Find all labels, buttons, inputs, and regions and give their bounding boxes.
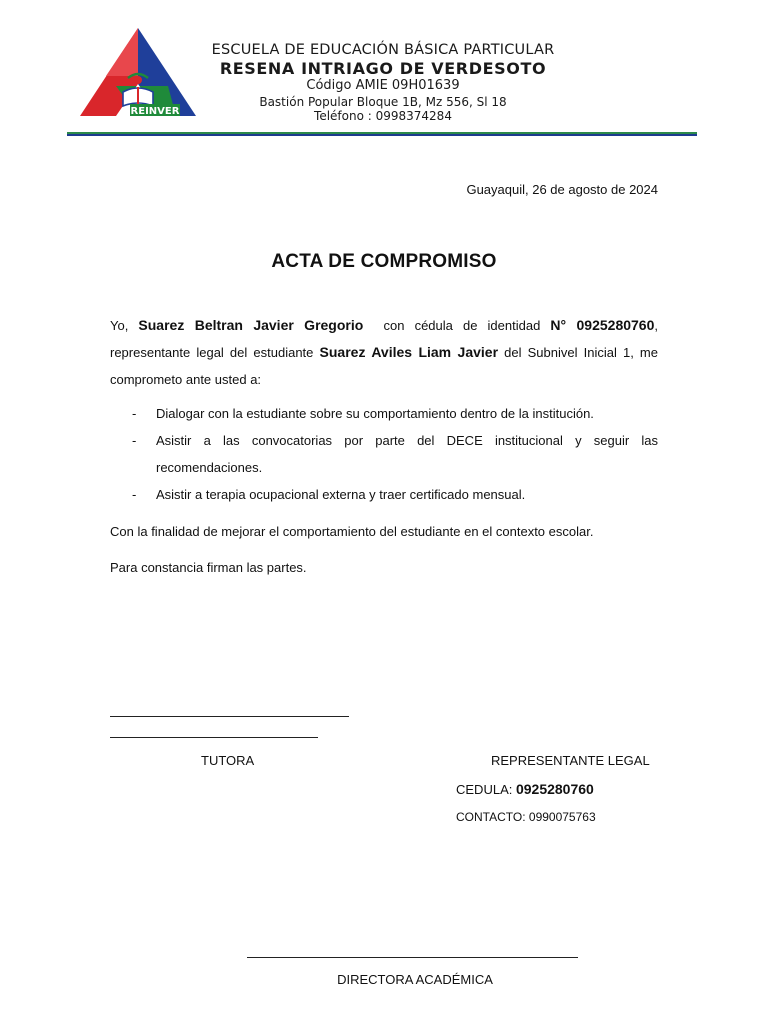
representative-label: REPRESENTANTE LEGAL — [491, 753, 650, 768]
directora-label: DIRECTORA ACADÉMICA — [337, 972, 493, 987]
school-phone: Teléfono : 0998374284 — [314, 109, 452, 123]
purpose-paragraph: Con la finalidad de mejorar el comportamiento del estudiante en el contexto escolar. — [110, 524, 594, 539]
representative-contact: CONTACTO: 0990075763 — [456, 810, 596, 824]
signature-line-secondary — [110, 737, 318, 738]
parent-name: Suarez Beltran Javier Gregorio — [138, 317, 364, 333]
header-divider — [67, 132, 697, 136]
signature-line-tutora — [110, 716, 349, 717]
list-item: - Asistir a las convocatorias por parte del DECE institucional y seguir las recomendaciones. — [132, 433, 658, 475]
student-name: Suarez Aviles Liam Javier — [319, 344, 499, 360]
list-item: - Dialogar con la estudiante sobre su comportamiento dentro de la institución. — [132, 406, 594, 421]
school-type: ESCUELA DE EDUCACIÓN BÁSICA PARTICULAR — [211, 42, 555, 58]
commitments-list — [132, 400, 658, 508]
tutora-label: TUTORA — [201, 753, 255, 768]
list-item: - Asistir a terapia ocupacional externa y traer certificado mensual. — [132, 487, 526, 502]
date-line: Guayaquil, 26 de agosto de 2024 — [466, 182, 658, 197]
school-address: Bastión Popular Bloque 1B, Mz 556, Sl 18 — [259, 95, 507, 109]
intro-paragraph: Yo, Suarez Beltran Javier Gregorio con cédula de identidad N° 0925280760, representante legal del estudiante Suarez Aviles Liam Javier del Subnivel Inicial 1, me comprometo ante usted a: — [110, 317, 658, 387]
school-name: RESENA INTRIAGO DE VERDESOTO — [219, 59, 547, 78]
signature-line-directora — [247, 957, 578, 958]
amie-code: Código AMIE 09H01639 — [306, 78, 460, 93]
closing-paragraph: Para constancia firman las partes. — [110, 560, 307, 575]
representative-cedula: CEDULA: 0925280760 — [456, 781, 594, 797]
id-number: N° 0925280760 — [550, 317, 655, 333]
logo-text: REINVER — [130, 106, 180, 117]
document-title: ACTA DE COMPROMISO — [271, 251, 497, 272]
cedula-value: 0925280760 — [515, 781, 594, 797]
